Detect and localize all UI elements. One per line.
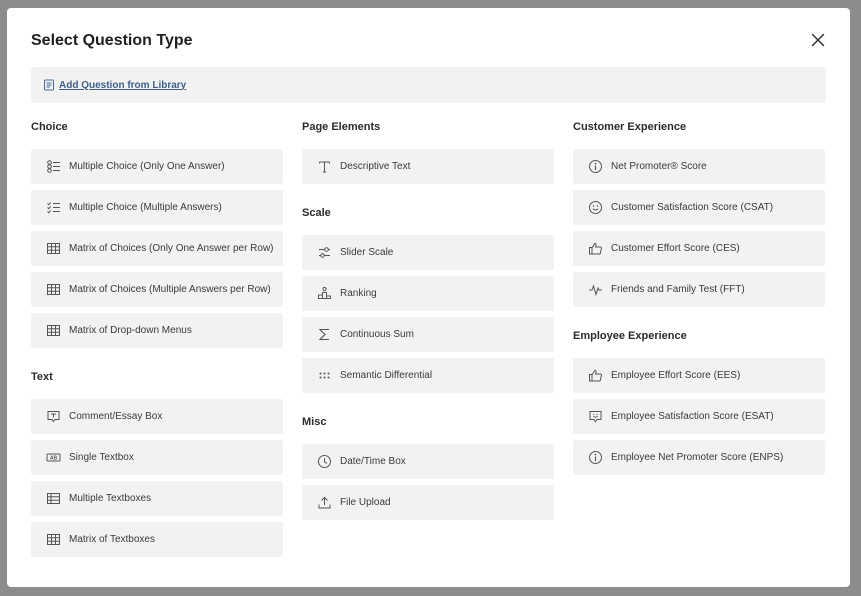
question-type-label: Employee Satisfaction Score (ESAT) (611, 411, 774, 422)
question-type-label: Multiple Choice (Multiple Answers) (69, 202, 222, 213)
question-type-multiple-choice-only-one-answer[interactable] (31, 149, 283, 184)
comment-box-icon (45, 409, 61, 425)
dots-grid-icon (316, 368, 332, 384)
info-circle-icon (587, 450, 603, 466)
clock-icon (316, 454, 332, 470)
thumbs-up-icon (587, 368, 603, 384)
question-type-label: Matrix of Drop-down Menus (69, 325, 192, 336)
question-type-label: Slider Scale (340, 247, 394, 258)
section-title-misc: Misc (302, 416, 327, 428)
dialog-title: Select Question Type (31, 32, 193, 49)
question-type-column-3 (573, 119, 825, 481)
section-title-scale: Scale (302, 207, 331, 219)
single-choice-list-icon (45, 159, 61, 175)
question-type-label: Customer Effort Score (CES) (611, 243, 740, 254)
question-type-label: Matrix of Textboxes (69, 534, 155, 545)
question-type-label: Matrix of Choices (Multiple Answers per Row) (69, 284, 271, 295)
textbox-icon (45, 450, 61, 466)
question-type-net-promoter-score[interactable] (573, 149, 825, 184)
question-type-friends-and-family-test-fft[interactable] (573, 272, 825, 307)
question-type-label: Descriptive Text (340, 161, 411, 172)
section-title-employee-experience: Employee Experience (573, 330, 687, 342)
question-type-matrix-of-choices-only-one-answer-per-row[interactable] (31, 231, 283, 266)
library-bar (31, 67, 826, 103)
sigma-icon (316, 327, 332, 343)
grid-icon (45, 532, 61, 548)
question-type-label: Semantic Differential (340, 370, 433, 381)
question-type-column-1 (31, 119, 283, 563)
question-type-customer-effort-score-ces[interactable] (573, 231, 825, 266)
question-type-multiple-choice-multiple-answers[interactable] (31, 190, 283, 225)
section-title-customer-experience: Customer Experience (573, 121, 687, 133)
question-type-label: Multiple Textboxes (69, 493, 152, 504)
question-type-label: Net Promoter® Score (611, 161, 707, 172)
section-title-page-elements: Page Elements (302, 121, 381, 133)
question-type-label: Multiple Choice (Only One Answer) (69, 161, 225, 172)
question-type-label: Customer Satisfaction Score (CSAT) (611, 202, 774, 213)
question-type-semantic-differential[interactable] (302, 358, 554, 393)
ranking-podium-icon (316, 286, 332, 302)
question-type-label: Employee Effort Score (EES) (611, 370, 741, 381)
question-type-label: Comment/Essay Box (69, 411, 163, 422)
grid-icon (45, 241, 61, 257)
question-type-descriptive-text[interactable] (302, 149, 554, 184)
upload-icon (316, 495, 332, 511)
question-type-ranking[interactable] (302, 276, 554, 311)
grid-icon (45, 323, 61, 339)
thumbs-up-icon (587, 241, 603, 257)
question-type-customer-satisfaction-score-csat[interactable] (573, 190, 825, 225)
question-type-label: File Upload (340, 497, 391, 508)
question-type-continuous-sum[interactable] (302, 317, 554, 352)
document-icon (43, 79, 55, 91)
multiple-textboxes-icon (45, 491, 61, 507)
question-type-file-upload[interactable] (302, 485, 554, 520)
question-type-multiple-textboxes[interactable] (31, 481, 283, 516)
question-type-label: Matrix of Choices (Only One Answer per Row) (69, 243, 274, 254)
question-type-matrix-of-textboxes[interactable] (31, 522, 283, 557)
question-type-matrix-of-choices-multiple-answers-per-row[interactable] (31, 272, 283, 307)
svg-text:AB: AB (49, 455, 57, 462)
select-question-type-dialog (7, 8, 850, 587)
question-type-label: Continuous Sum (340, 329, 414, 340)
question-type-employee-satisfaction-score-esat[interactable] (573, 399, 825, 434)
slider-icon (316, 245, 332, 261)
smiley-icon (587, 200, 603, 216)
pulse-icon (587, 282, 603, 298)
question-type-slider-scale[interactable] (302, 235, 554, 270)
question-type-label: Date/Time Box (340, 456, 406, 467)
question-type-label: Friends and Family Test (FFT) (611, 284, 745, 295)
grid-icon (45, 282, 61, 298)
question-type-single-textbox[interactable] (31, 440, 283, 475)
section-title-choice: Choice (31, 121, 68, 133)
section-title-text: Text (31, 371, 53, 383)
text-t-icon (316, 159, 332, 175)
question-type-label: Ranking (340, 288, 377, 299)
question-type-date-time-box[interactable] (302, 444, 554, 479)
question-type-label: Single Textbox (69, 452, 134, 463)
multi-choice-list-icon (45, 200, 61, 216)
add-question-from-library-link[interactable]: Add Question from Library (59, 79, 187, 91)
question-type-employee-effort-score-ees[interactable] (573, 358, 825, 393)
question-type-employee-net-promoter-score-enps[interactable] (573, 440, 825, 475)
info-circle-icon (587, 159, 603, 175)
question-type-comment-essay-box[interactable] (31, 399, 283, 434)
question-type-matrix-of-drop-down-menus[interactable] (31, 313, 283, 348)
question-type-column-2 (302, 119, 554, 526)
smiley-chat-icon (587, 409, 603, 425)
close-icon[interactable] (810, 32, 826, 48)
question-type-label: Employee Net Promoter Score (ENPS) (611, 452, 784, 463)
